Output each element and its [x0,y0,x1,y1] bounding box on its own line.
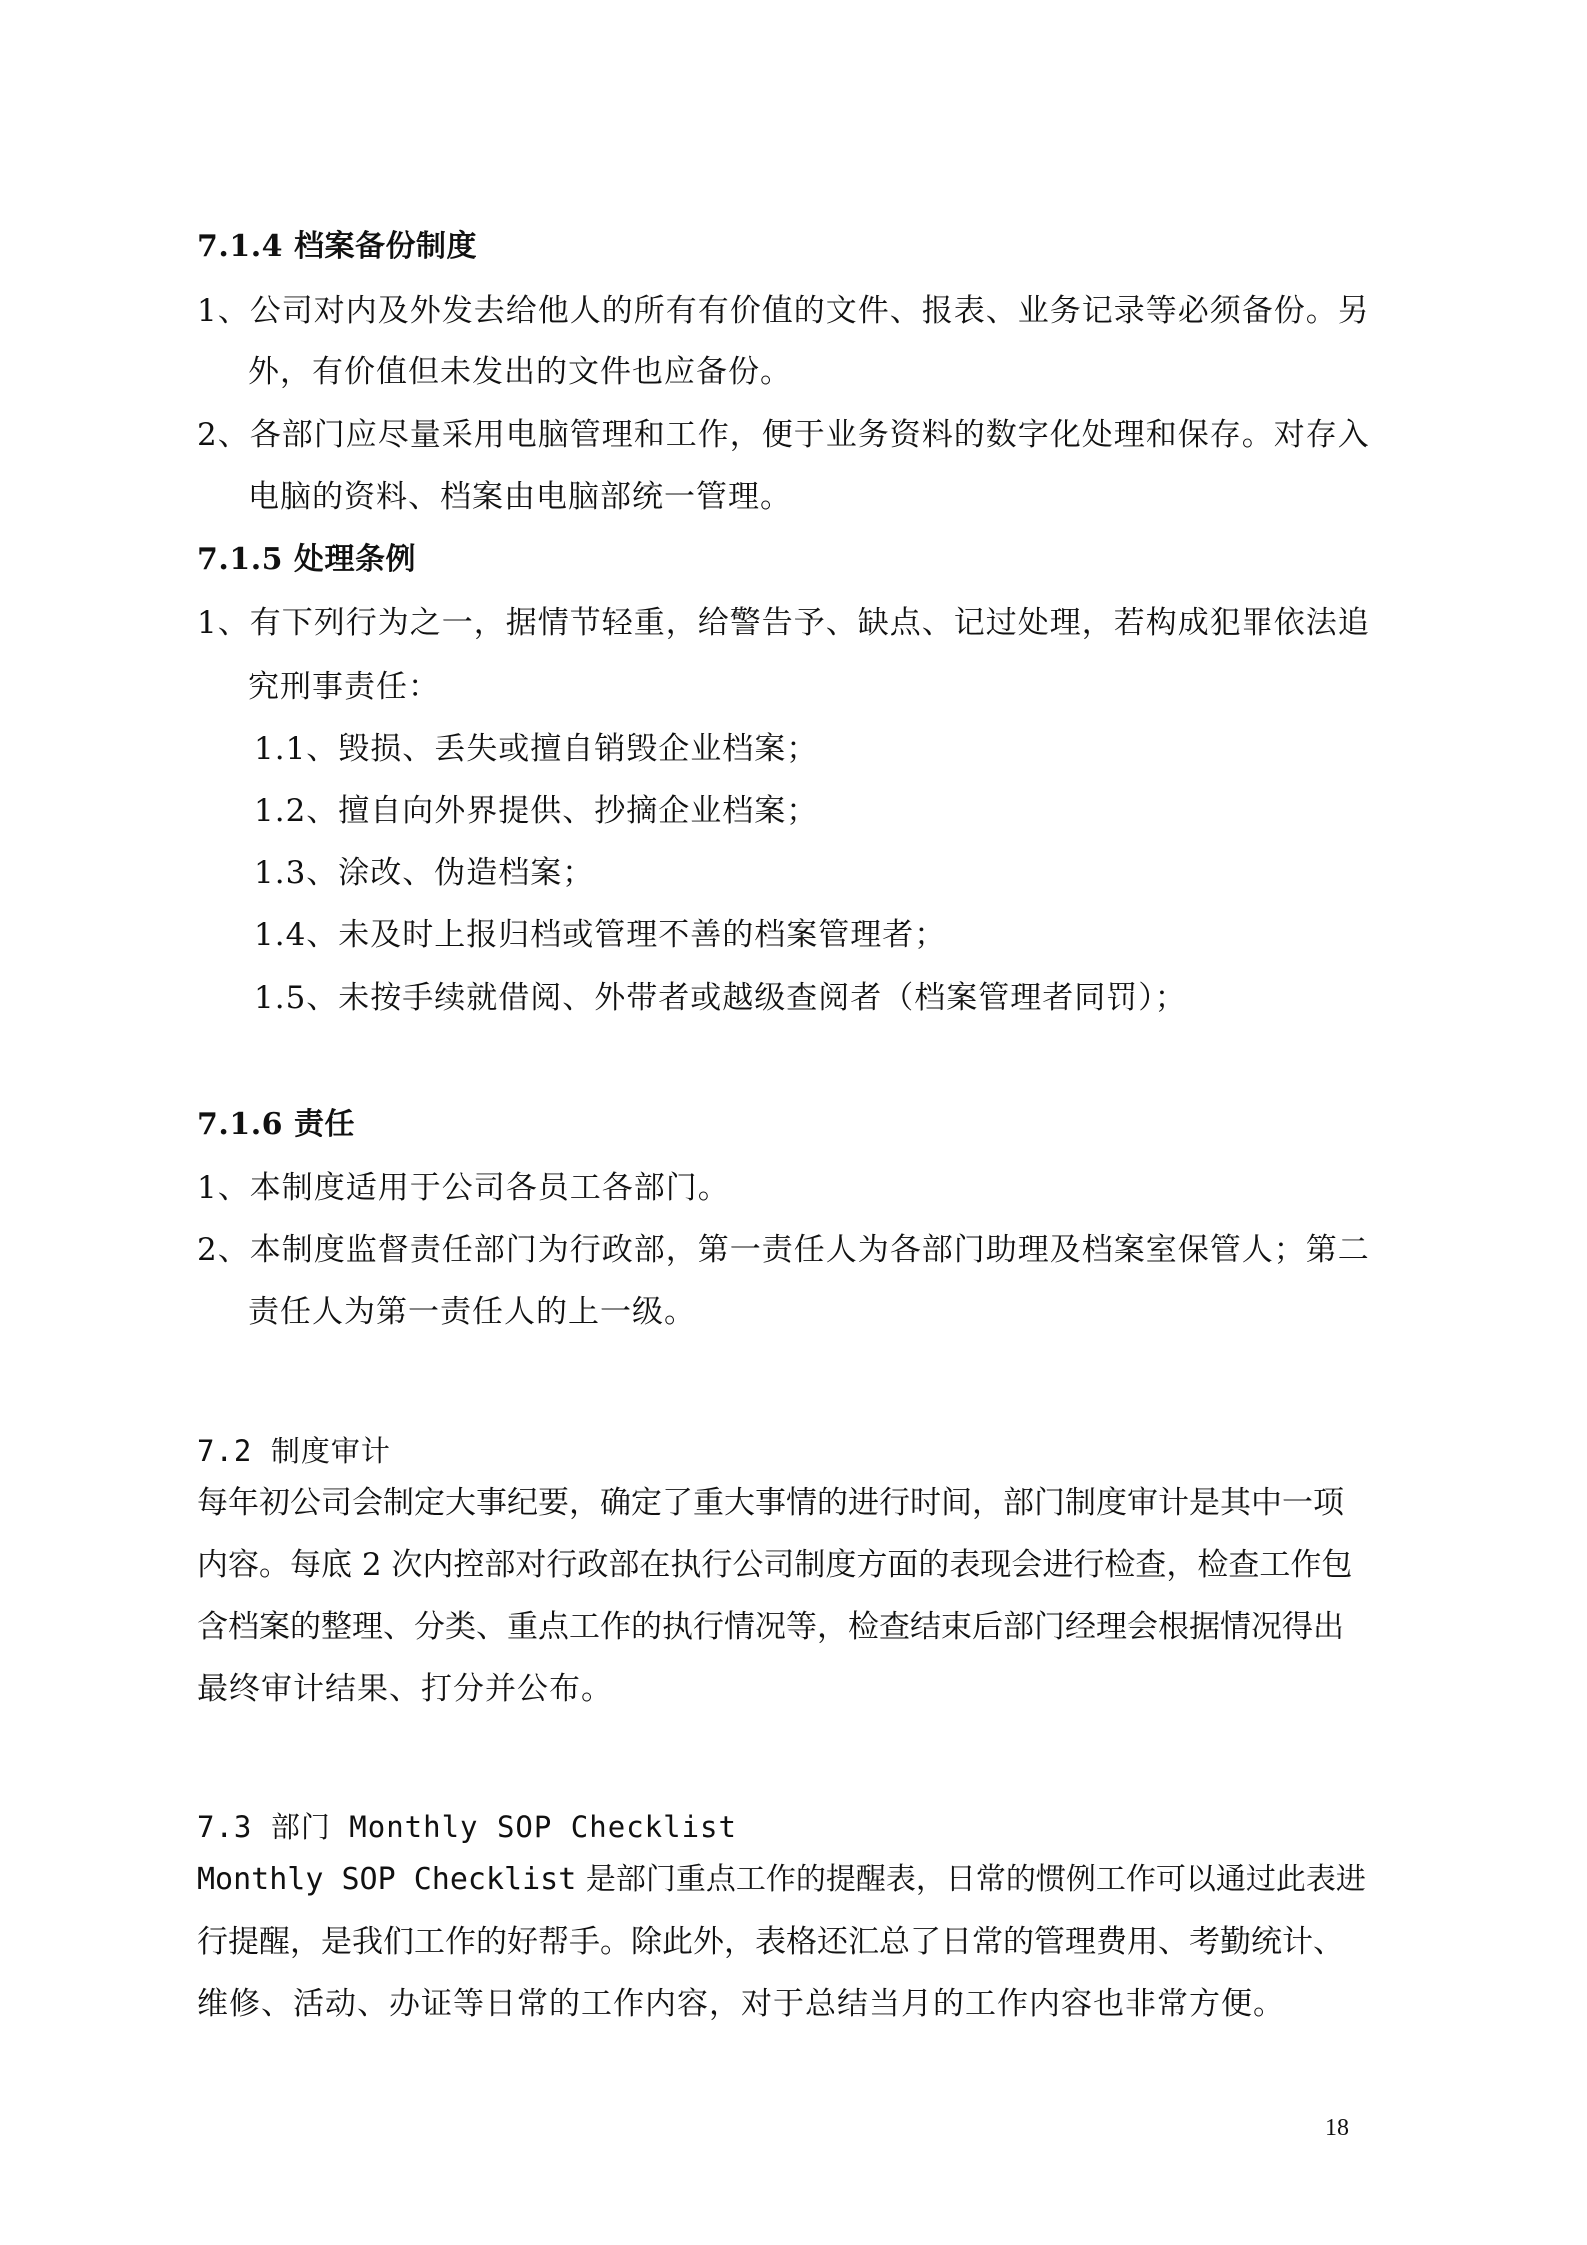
paragraph-line: 行提醒，是我们工作的好帮手。除此外，表格还汇总了日常的管理费用、考勤统计、 [197,1924,1344,1960]
paragraph-line: 外，有价值但未发出的文件也应备份。 [248,354,792,390]
section-title: 7.1.4 档案备份制度 [197,229,477,264]
paragraph-text: 是部门重点工作的提醒表，日常的惯例工作可以通过此表进 [576,1862,1366,1897]
list-item: 1.3、涂改、伪造档案； [254,855,595,891]
paragraph-line: 最终审计结果、打分并公布。 [197,1671,613,1707]
section-title: 7.1.6 责任 [197,1107,355,1142]
list-item: 1.1、毁损、丢失或擅自销毁企业档案； [254,731,819,767]
paragraph-line: 2、各部门应尽量采用电脑管理和工作，便于业务资料的数字化处理和保存。对存入 [197,417,1370,453]
section-title: 7.2 制度审计 [197,1434,391,1468]
paragraph-line: 2、本制度监督责任部门为行政部，第一责任人为各部门助理及档案室保管人；第二 [197,1232,1370,1268]
paragraph-line [197,1860,1366,1900]
paragraph-line: 究刑事责任： [248,669,440,705]
paragraph-line: 1、本制度适用于公司各员工各部门。 [197,1170,730,1206]
paragraph-line: 电脑的资料、档案由电脑部统一管理。 [248,479,792,515]
section-title: 7.3 部门 Monthly SOP Checklist [197,1810,737,1844]
paragraph-line: 每年初公司会制定大事纪要，确定了重大事情的进行时间，部门制度审计是其中一项 [197,1485,1344,1521]
page-number: 18 [1325,2115,1349,2141]
list-item: 1.5、未按手续就借阅、外带者或越级查阅者（档案管理者同罚）； [254,980,1187,1016]
list-item: 1.4、未及时上报归档或管理不善的档案管理者； [254,917,947,953]
paragraph-line: 1、公司对内及外发去给他人的所有有价值的文件、报表、业务记录等必须备份。另 [197,293,1370,329]
paragraph-line: 内容。每底 2 次内控部对行政部在执行公司制度方面的表现会进行检查，检查工作包 [197,1547,1353,1583]
paragraph-line: 含档案的整理、分类、重点工作的执行情况等，检查结束后部门经理会根据情况得出 [197,1609,1344,1645]
paragraph-line: 1、有下列行为之一，据情节轻重，给警告予、缺点、记过处理，若构成犯罪依法追 [197,605,1370,641]
section-title: 7.1.5 处理条例 [197,542,416,577]
paragraph-line: 维修、活动、办证等日常的工作内容，对于总结当月的工作内容也非常方便。 [197,1986,1285,2022]
paragraph-line: 责任人为第一责任人的上一级。 [248,1294,696,1330]
checklist-name: Monthly SOP Checklist [197,1862,577,1897]
list-item: 1.2、擅自向外界提供、抄摘企业档案； [254,793,819,829]
